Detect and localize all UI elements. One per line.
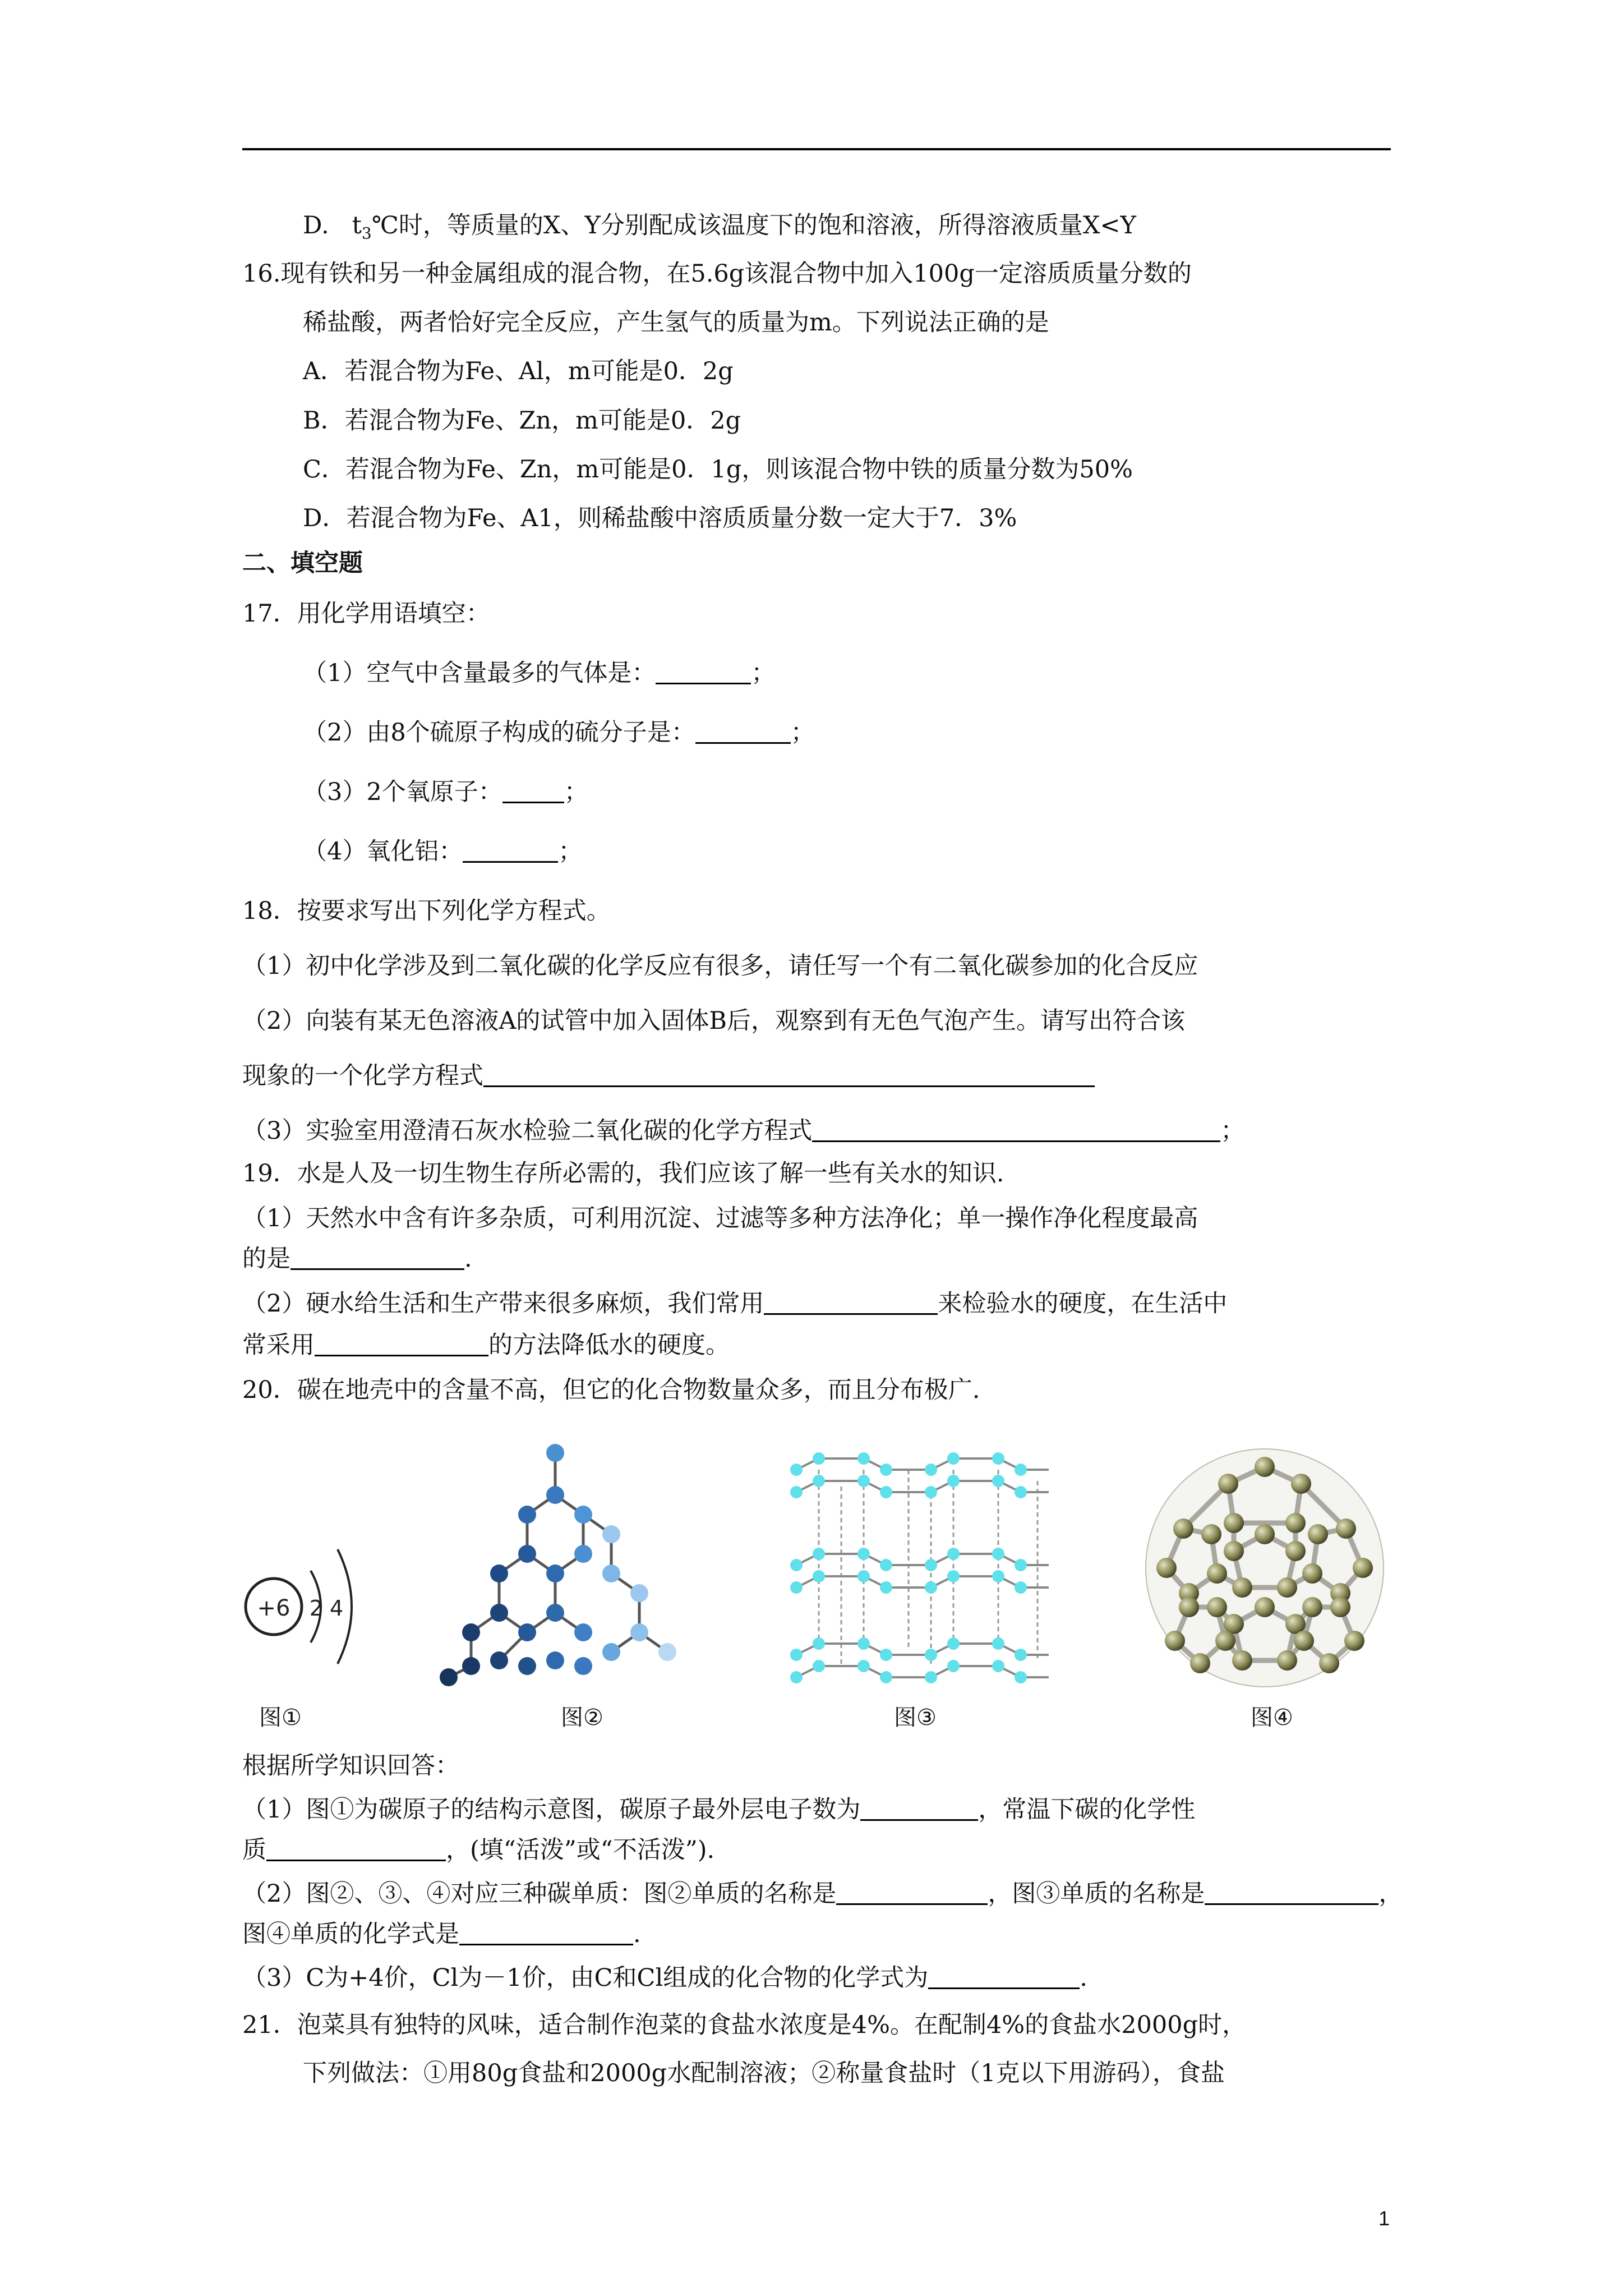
- q16-option-b: B．若混合物为Fe、Zn，m可能是0．2g: [303, 407, 741, 435]
- figure-label-1: 图①: [259, 1705, 302, 1731]
- answer-blank[interactable]: [695, 719, 791, 744]
- q17-item-3: （3）2个氧原子： ；: [303, 778, 588, 806]
- answer-blank[interactable]: [1205, 1880, 1378, 1905]
- answer-blank[interactable]: [836, 1880, 988, 1905]
- q19-stem: 19．水是人及一切生物生存所必需的，我们应该了解一些有关水的知识.: [242, 1159, 1004, 1188]
- answer-blank[interactable]: [502, 778, 564, 803]
- page-number: 1: [1378, 2207, 1390, 2230]
- section-heading: 二、填空题: [242, 549, 363, 577]
- q17-stem: 17．用化学用语填空：: [242, 600, 490, 628]
- answer-blank[interactable]: [291, 1245, 464, 1270]
- diamond-structure: [437, 1442, 718, 1688]
- q21-stem-1: 21．泡菜具有独特的风味，适合制作泡菜的食盐水浓度是4%。在配制4%的食盐水2000g时，: [242, 2011, 1247, 2039]
- q18-item-2b: 现象的一个化学方程式: [242, 1059, 1095, 1093]
- answer-blank[interactable]: [928, 1964, 1080, 1989]
- q16-stem-1: 16.现有铁和另一种金属组成的混合物，在5.6g该混合物中加入100g一定溶质质量分数的: [242, 260, 1192, 288]
- answer-blank[interactable]: [266, 1836, 446, 1861]
- electron-shell-label: 2 4: [309, 1596, 344, 1621]
- answer-blank[interactable]: [463, 838, 558, 863]
- answer-blank[interactable]: [483, 1062, 1095, 1087]
- q20-item-1b: 质 ，(填“活泼”或“不活泼”).: [242, 1836, 715, 1864]
- q19-item-1b: 的是 .: [242, 1245, 472, 1273]
- q16-option-c: C．若混合物为Fe、Zn，m可能是0．1g，则该混合物中铁的质量分数为50%: [303, 455, 1133, 484]
- answer-blank[interactable]: [656, 659, 751, 684]
- q21-stem-2: 下列做法：①用80g食盐和2000g水配制溶液；②称量食盐时（1克以下用游码），食盐: [303, 2059, 1225, 2087]
- answer-blank[interactable]: [315, 1331, 488, 1356]
- atom-nucleus-label: +6: [257, 1595, 291, 1621]
- carbon-atom-diagram: [242, 1537, 371, 1683]
- answer-blank[interactable]: [764, 1290, 938, 1315]
- q20-item-1a: （1）图①为碳原子的结构示意图，碳原子最外层电子数为 ，常温下碳的化学性: [242, 1796, 1196, 1824]
- q18-stem: 18．按要求写出下列化学方程式。: [242, 897, 611, 925]
- q18-item-2a: （2）向装有某无色溶液A的试管中加入固体B后，观察到有无色气泡产生。请写出符合该: [242, 1007, 1186, 1035]
- q18-item-1: （1）初中化学涉及到二氧化碳的化学反应有很多，请任写一个有二氧化碳参加的化合反应: [242, 952, 1198, 980]
- q20-stem: 20．碳在地壳中的含量不高，但它的化合物数量众多，而且分布极广.: [242, 1376, 980, 1404]
- answer-blank[interactable]: [860, 1796, 978, 1821]
- q18-item-3: （3）实验室用澄清石灰水检验二氧化碳的化学方程式 ；: [242, 1117, 1245, 1145]
- q19-item-2a: （2）硬水给生活和生产带来很多麻烦，我们常用 来检验水的硬度，在生活中: [242, 1290, 1228, 1318]
- q20-item-2b: 图④单质的化学式是 .: [242, 1920, 641, 1948]
- q16-stem-2: 稀盐酸，两者恰好完全反应，产生氢气的质量为m。下列说法正确的是: [303, 309, 1049, 337]
- c60-fullerene: [1133, 1444, 1396, 1691]
- q17-item-2: （2）由8个硫原子构成的硫分子是： ；: [303, 719, 815, 747]
- figure-label-4: 图④: [1251, 1705, 1293, 1731]
- q16-option-d: D．若混合物为Fe、A1，则稀盐酸中溶质质量分数一定大于7．3%: [303, 504, 1017, 532]
- q17-item-1: （1）空气中含量最多的气体是： ；: [303, 659, 776, 687]
- figure-label-3: 图③: [894, 1705, 937, 1731]
- header-rule: [242, 148, 1391, 150]
- q20-item-2a: （2）图②、③、④对应三种碳单质：图②单质的名称是 ，图③单质的名称是 ，: [242, 1880, 1403, 1908]
- figure-label-2: 图②: [561, 1705, 603, 1731]
- q15-option-d: D. $t_3℃$时，等质量的X、Y分别配成该温度下的饱和溶液，所得溶液质量X<Y: [303, 211, 1136, 243]
- q16-option-a: A．若混合物为Fe、Al，m可能是0．2g: [303, 357, 734, 385]
- q17-item-4: （4）氧化铝： ；: [303, 838, 583, 866]
- q20-item-3: （3）C为+4价，Cl为－1价，由C和Cl组成的化合物的化学式为 .: [242, 1964, 1087, 1992]
- graphite-structure: [785, 1447, 1060, 1688]
- q19-item-2b: 常采用 的方法降低水的硬度。: [242, 1331, 730, 1359]
- answer-blank[interactable]: [812, 1117, 1220, 1142]
- q20-intro: 根据所学知识回答：: [242, 1752, 459, 1780]
- answer-blank[interactable]: [459, 1920, 633, 1945]
- q19-item-1a: （1）天然水中含有许多杂质，可利用沉淀、过滤等多种方法净化；单一操作净化程度最高: [242, 1204, 1198, 1232]
